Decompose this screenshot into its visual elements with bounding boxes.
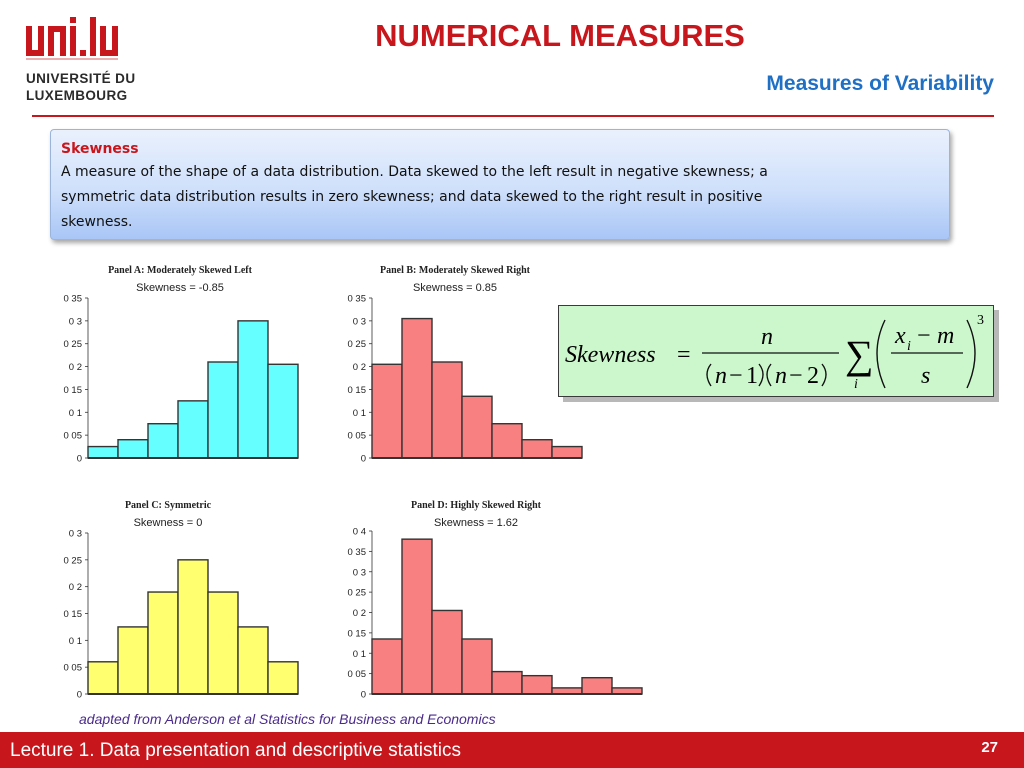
formula-m: m bbox=[937, 323, 955, 349]
panel-c bbox=[40, 496, 320, 706]
formula-den-minus1: − bbox=[729, 363, 743, 389]
formula-x: x bbox=[895, 323, 906, 349]
panel-b-ytick: 0 15 bbox=[347, 384, 366, 396]
panel-b-ytick: 0 25 bbox=[347, 339, 366, 351]
panel-c-bar bbox=[118, 627, 148, 694]
definition-line-2: symmetric data distribution results in zero skewness; and data skewed to the right result in positive bbox=[61, 189, 763, 205]
panel-a-ytick: 0 1 bbox=[68, 407, 82, 419]
logo-line-2: LUXEMBOURG bbox=[26, 88, 128, 103]
source-note: adapted from Anderson et al Statistics for Business and Economics bbox=[79, 711, 496, 727]
panel-c-bar bbox=[178, 560, 208, 694]
panel-b-bar bbox=[372, 364, 402, 458]
panel-d-ytick: 0 1 bbox=[352, 648, 366, 660]
panel-b-ytick: 0 bbox=[360, 453, 366, 465]
panel-a-bar bbox=[88, 447, 118, 458]
formula-big-right-paren bbox=[967, 320, 975, 388]
slide-title: NUMERICAL MEASURES bbox=[375, 18, 745, 53]
formula-sum-index: i bbox=[854, 377, 858, 392]
panel-b-bar bbox=[402, 319, 432, 458]
panel-a-title: Panel A: Moderately Skewed Left bbox=[108, 265, 252, 276]
formula-s: s bbox=[921, 363, 931, 389]
panel-a-ytick: 0 05 bbox=[63, 430, 82, 442]
panel-c-ytick: 0 1 bbox=[68, 635, 82, 647]
formula-big-left-paren bbox=[877, 320, 885, 388]
logo-line-1: UNIVERSITÉ DU bbox=[26, 71, 136, 86]
formula-sum: ∑ bbox=[845, 332, 874, 377]
panel-a-bar bbox=[208, 362, 238, 458]
panel-d-histogram bbox=[300, 496, 660, 706]
formula-left-paren-1 bbox=[707, 364, 711, 386]
skewness-formula bbox=[559, 306, 993, 396]
panel-a-bar bbox=[148, 424, 178, 458]
panel-d-bar bbox=[492, 672, 522, 694]
panel-c-bar bbox=[88, 662, 118, 694]
panel-c-ytick: 0 15 bbox=[63, 609, 82, 620]
formula-den-one: 1 bbox=[746, 363, 758, 389]
panel-d-ytick: 0 35 bbox=[347, 546, 366, 558]
formula-left-paren-2 bbox=[767, 364, 771, 386]
panel-a-ytick: 0 35 bbox=[63, 293, 82, 305]
footer-bar bbox=[0, 732, 1024, 768]
formula-right-paren-2 bbox=[822, 364, 826, 386]
panel-d-bar bbox=[402, 539, 432, 694]
formula-den-two: 2 bbox=[807, 363, 819, 389]
panel-b-ytick: 0 1 bbox=[352, 407, 366, 419]
panel-b-histogram bbox=[300, 262, 590, 472]
panel-c-bar bbox=[148, 592, 178, 694]
panel-d-ytick: 0 15 bbox=[347, 628, 366, 640]
panel-a-ytick: 0 15 bbox=[63, 384, 82, 396]
panel-d-title: Panel D: Highly Skewed Right bbox=[410, 500, 541, 511]
panel-b-skewness: Skewness = 0.85 bbox=[412, 282, 498, 294]
definition-term: Skewness bbox=[61, 141, 139, 157]
panel-b-bar bbox=[552, 447, 582, 458]
panel-b-bar bbox=[492, 424, 522, 458]
panel-a-ytick: 0 bbox=[76, 453, 82, 465]
panel-b-title: Panel B: Moderately Skewed Right bbox=[380, 265, 530, 276]
panel-b-bar bbox=[462, 396, 492, 458]
panel-c-histogram bbox=[40, 496, 320, 706]
panel-d-ytick: 0 bbox=[360, 689, 366, 701]
panel-b-bar bbox=[432, 362, 462, 458]
slide-subtitle: Measures of Variability bbox=[766, 72, 994, 95]
panel-a-skewness: Skewness = -0.85 bbox=[136, 282, 224, 294]
panel-d-skewness: Skewness = 1.62 bbox=[433, 517, 519, 529]
panel-a-ytick: 0 2 bbox=[68, 362, 82, 374]
panel-d-bar bbox=[432, 610, 462, 694]
panel-d-bar bbox=[462, 639, 492, 694]
panel-c-bar bbox=[268, 662, 298, 694]
skewness-formula-box bbox=[558, 305, 994, 397]
panel-c-bar bbox=[208, 592, 238, 694]
panel-b-ytick: 0 05 bbox=[347, 430, 366, 442]
panel-a-bar bbox=[178, 401, 208, 458]
page-number: 27 bbox=[981, 739, 998, 756]
definition-line-1: A measure of the shape of a data distribution. Data skewed to the left result in negative skewness; a bbox=[61, 164, 768, 180]
panel-d-bar bbox=[582, 678, 612, 694]
panel-d-ytick: 0 25 bbox=[347, 587, 366, 599]
panel-b-ytick: 0 35 bbox=[347, 293, 366, 305]
panel-d-bar bbox=[522, 676, 552, 694]
panel-c-ytick: 0 2 bbox=[68, 582, 82, 594]
panel-d bbox=[300, 496, 660, 706]
panel-b bbox=[300, 262, 590, 472]
panel-a-bar bbox=[118, 440, 148, 458]
panel-c-ytick: 0 25 bbox=[63, 555, 82, 567]
formula-right-paren-1 bbox=[759, 364, 763, 386]
panel-c-bar bbox=[238, 627, 268, 694]
formula-den-n1: n bbox=[715, 363, 727, 389]
panel-d-ytick: 0 4 bbox=[352, 526, 366, 538]
university-logo bbox=[24, 14, 134, 110]
panel-a-histogram bbox=[40, 262, 320, 472]
formula-equals: = bbox=[677, 342, 691, 368]
panel-b-ytick: 0 3 bbox=[352, 316, 366, 328]
panel-a-bar bbox=[238, 321, 268, 458]
formula-den-minus2: − bbox=[789, 363, 803, 389]
panel-b-bar bbox=[522, 440, 552, 458]
definition-line-3: skewness. bbox=[61, 214, 133, 230]
panel-d-ytick: 0 2 bbox=[352, 608, 366, 619]
formula-den-n2: n bbox=[775, 363, 787, 389]
panel-c-title: Panel C: Symmetric bbox=[124, 500, 212, 511]
panel-c-skewness: Skewness = 0 bbox=[133, 517, 203, 529]
panel-a-bar bbox=[268, 364, 298, 458]
panel-c-ytick: 0 3 bbox=[68, 528, 82, 540]
panel-a bbox=[40, 262, 320, 472]
panel-c-ytick: 0 05 bbox=[63, 662, 82, 674]
panel-a-ytick: 0 25 bbox=[63, 339, 82, 351]
panel-c-ytick: 0 bbox=[76, 689, 82, 701]
panel-d-bar bbox=[372, 639, 402, 694]
lecture-title: Lecture 1. Data presentation and descriptive statistics bbox=[10, 740, 461, 761]
header-divider bbox=[32, 115, 994, 117]
formula-numerator: n bbox=[761, 324, 773, 350]
definition-box bbox=[50, 129, 950, 240]
panel-d-ytick: 0 05 bbox=[347, 669, 366, 681]
panel-d-ytick: 0 3 bbox=[352, 567, 366, 579]
formula-power: 3 bbox=[977, 313, 984, 328]
formula-x-sub: i bbox=[907, 339, 911, 354]
panel-a-ytick: 0 3 bbox=[68, 316, 82, 328]
panel-b-ytick: 0 2 bbox=[352, 362, 366, 374]
formula-lhs: Skewness bbox=[565, 342, 656, 368]
university-name bbox=[26, 70, 156, 104]
uni-lu-logo-mark bbox=[24, 14, 128, 66]
formula-minus: − bbox=[917, 323, 931, 349]
